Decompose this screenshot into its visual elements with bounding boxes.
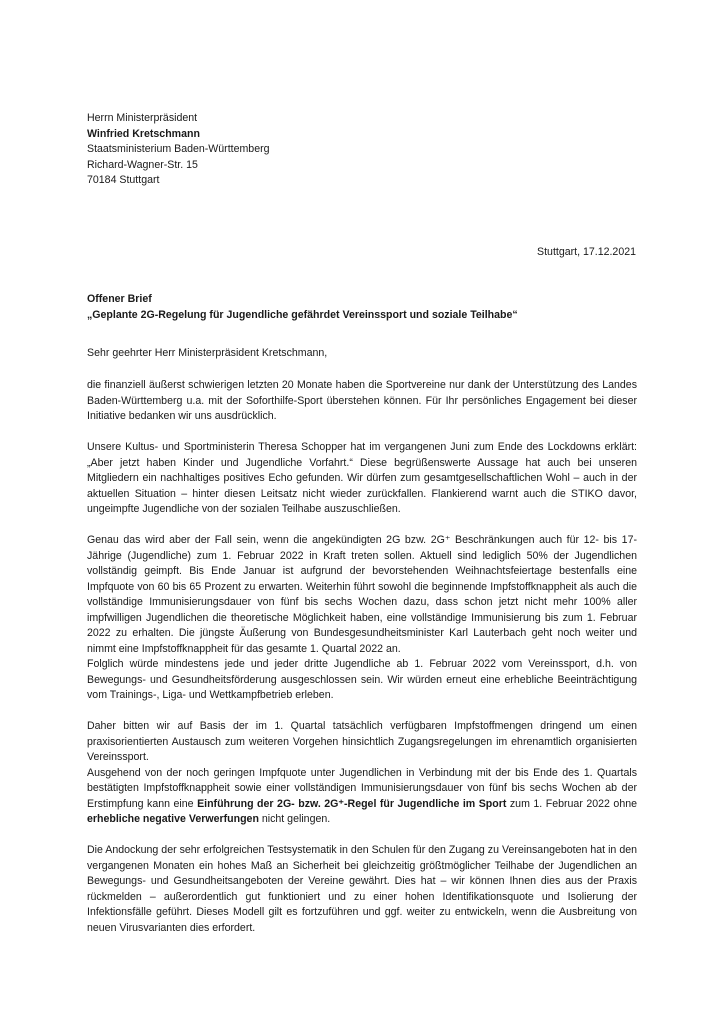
p6-bold-consequences: erhebliche negative Verwerfungen <box>87 813 259 825</box>
subject-block <box>87 292 637 323</box>
paragraph-vaccination-rate: Genau das wird aber der Fall sein, wenn die angekündigten 2G bzw. 2G⁺ Beschränkungen auch für 12- bis 17-Jährige (Jugendliche) zum 1. Februar 2022 in Kraft treten sollen. Aktuell sind lediglich 50% der Jugendlichen vollständig geimpft. Bis Ende Januar ist aufgrund der bevorstehenden Weihnachtsfeiertage bestenfalls eine Impfquote von 60 bis 65 Prozent zu erwarten. Weiterhin führt sowohl die beginnende Impfstoffknappheit als auch die vollständige Immunisierungsdauer von fünf bis sechs Wochen dazu, dass schon jetzt nicht mehr 100% aller impfwilligen Jugendlichen die theoretische Möglichkeit haben, eine vollständige Immunisierung bis zum 1. Februar 2022 zu erhalten. Die jüngste Äußerung von Bundesgesundheitsminister Karl Lauterbach geht noch weiter und nimmt eine Impfstoffknappheit für das gesamte 1. Quartal 2022 an. <box>87 534 637 655</box>
subject-type: Offener Brief <box>87 293 152 305</box>
letter-date: Stuttgart, 17.12.2021 <box>537 246 636 258</box>
recipient-address <box>87 111 637 189</box>
p6-text-post: nicht gelingen. <box>258 813 331 825</box>
paragraph-request: Daher bitten wir auf Basis der im 1. Quartal tatsächlich verfügbaren Impfstoffmengen dringend um einen praxisorientierten Austausch zum weiteren Vorgehen hinsichtlich Zugangsregelungen im ehrenamtlich organisierten Vereinssport. <box>87 720 637 763</box>
paragraph-minister-quote: Unsere Kultus- und Sportministerin Theresa Schopper hat im vergangenen Juni zum Ende des Lockdowns erklärt: „Aber jetzt haben Kinder und Jugendliche Vorfahrt.“ Diese begrüßenswerte Aussage hat auch bei unseren Mitgliedern ein nachhaltiges positives Echo gefunden. Wir dürfen zum gesamtgesellschaftlichen Wohl – auch in der aktuellen Situation – hinter diesen Leitsatz nicht wieder zurückfallen. Flankierend warnt auch die STIKO davor, ungeimpfte Jugendliche von der sozialen Teilhabe auszuschließen. <box>87 441 637 515</box>
paragraph-thanks: die finanziell äußerst schwierigen letzten 20 Monate haben die Sportvereine nur dank der Unterstützung des Landes Baden-Württemberg u.a. mit der Soforthilfe-Sport überstehen können. Für Ihr persönliches Engagement bei dieser Initiative bedanken wir uns ausdrücklich. <box>87 379 637 422</box>
recipient-title: Herrn Ministerpräsident <box>87 112 198 124</box>
letter-body <box>87 378 637 936</box>
p6-text-mid: zum 1. Februar 2022 ohne <box>506 797 637 810</box>
recipient-city: 70184 Stuttgart <box>87 174 160 186</box>
p6-bold-rule: Einführung der 2G- bzw. 2G⁺-Regel für Jugendliche im Sport <box>197 797 507 810</box>
paragraph-consequence: Folglich würde mindestens jede und jeder dritte Jugendliche ab 1. Februar 2022 vom Vereinssport, d.h. von Bewegungs- und Gesundheitsförderung ausgeschlossen sein. Wir würden erneut eine erhebliche Beeinträchtigung vom Trainings-, Liga- und Wettkampfbetrieb erleben. <box>87 658 637 701</box>
p6-text-pre: Ausgehend von der noch geringen Impfquote unter Jugendlichen in Verbindung mit der bis Ende des 1. Quartals bestätigten Impfstoffknappheit sowie einer vollständigen Immunisierungsdauer von fünf bis sechs Wochen ab der Erstimpfung kann eine <box>87 766 637 810</box>
paragraph-school-testing: Die Andockung der sehr erfolgreichen Testsystematik in den Schulen für den Zugang zu Vereinsangeboten hat in den vergangenen Monaten ein hohes Maß an Sicherheit bei gleichzeitig größtmöglicher Teilhabe der Jugendlichen an Bewegungs- und Gesundheitsangeboten der Vereine gewährt. Dies hat – wir können Ihnen dies aus der Praxis rückmelden – außerordentlich gut funktioniert und zu einer hohen Identifikationsquote und Isolierung der Infektionsfälle geführt. Dieses Modell gilt es fortzuführen und ggf. weiter zu entwickeln, wenn die Ausbreitung von neuen Virusvarianten dies erfordert. <box>87 844 637 934</box>
salutation: Sehr geehrter Herr Ministerpräsident Kretschmann, <box>87 347 328 359</box>
recipient-street: Richard-Wagner-Str. 15 <box>87 158 198 171</box>
recipient-name: Winfried Kretschmann <box>87 127 200 140</box>
paragraph-2g-rule <box>87 766 637 828</box>
recipient-organization: Staatsministerium Baden-Württemberg <box>87 143 270 155</box>
subject-title: „Geplante 2G-Regelung für Jugendliche gefährdet Vereinssport und soziale Teilhabe“ <box>87 308 518 321</box>
